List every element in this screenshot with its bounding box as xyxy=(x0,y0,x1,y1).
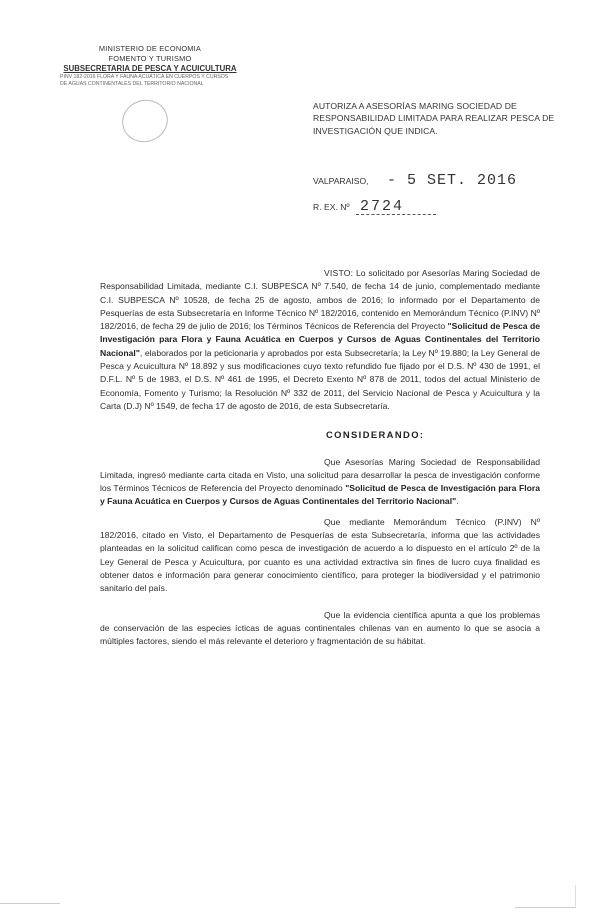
ministry-name-2: FOMENTO Y TURISMO xyxy=(108,53,192,63)
division-line-1: PINV 182-2016 FLORA Y FAUNA ACUÁTICA EN CUERPOS Y CURSOS xyxy=(60,74,229,81)
spacer xyxy=(100,596,540,609)
letterhead xyxy=(60,44,240,88)
visto-label: VISTO: xyxy=(324,268,354,278)
subsecretaria-name: SUBSECRETARIA DE PESCA Y ACUICULTURA xyxy=(63,63,237,73)
division-line-2: DE AGUAS CONTINENTALES DEL TERRITORIO NACIONAL xyxy=(60,81,204,88)
document-body xyxy=(100,267,540,648)
resolution-number-line xyxy=(313,200,436,215)
considerando-heading: CONSIDERANDO: xyxy=(326,429,425,441)
scan-edge-mark xyxy=(0,893,60,904)
c1-text: Que Asesorías Maring Sociedad de Responsabilidad Limitada, ingresó mediante carta citada en Visto, una solicitud para desarrollar la pesca de investigación conforme los Términos Técnicos de Referencia del Proyecto denominado xyxy=(100,456,540,494)
place-date-line xyxy=(313,172,517,189)
visto-project-title: "Solicitud de Pesca de Investigación para Flora y Fauna Acuática en Cuerpos y Cursos de Aguas Continentales del Territorio Nacional" xyxy=(100,321,540,358)
visto-paragraph xyxy=(100,267,540,413)
ministry-name: MINISTERIO DE ECONOMIA xyxy=(98,44,202,53)
c1-project-title: "Solicitud de Pesca de Investigación para Flora y Fauna Acuática en Cuerpos y Cursos de Aguas Continentales del Territorio Nacional" xyxy=(100,483,540,507)
considerando-paragraph-1 xyxy=(100,456,540,509)
visto-text-2: , elaborados por la peticionaria y aprobados por esta Subsecretaría; la Ley Nº 19.880; la Ley General de Pesca y Acuicultura Nº 18.892 y sus modificaciones cuyo texto refundido fue fijado por el D.S. Nº 430 de 1991, el D.F.L. Nº 5 de 1983, el D.S. Nº 461 de 1995, el Decreto Exento Nº 878 de 2011, todos del actual Ministerio de Economía, Fomento y Turismo; la Resolución Nº 332 de 2011, del Servicio Nacional de Pesca y Acuicultura y la Carta (D.J) Nº 1549, de fecha 17 de agosto de 2016, de esta Subsecretaría. xyxy=(100,347,540,411)
resolution-number: 2724 xyxy=(356,200,436,215)
resolution-subject: AUTORIZA A ASESORÍAS MARING SOCIEDAD DE RESPONSABILIDAD LIMITADA PARA REALIZAR PESCA DE INVESTIGACIÓN QUE INDICA. xyxy=(313,101,555,136)
date-stamp: - 5 SET. 2016 xyxy=(386,172,517,189)
place-label: VALPARAISO, xyxy=(313,176,369,186)
c1-end: . xyxy=(456,496,459,507)
scan-corner-mark xyxy=(515,885,576,908)
considerando-paragraph-2: Que mediante Memorándum Técnico (P.INV) Nº 182/2016, citado en Visto, el Departamento de Pesquerías de esta Subsecretaría, informa que las actividades planteadas en la solicitud califican como pesca de investigación de acuerdo a lo dispuesto en el artículo 2º de la Ley General de Pesca y Acuicultura, por cuanto es una actividad extractiva sin fines de lucro cuya finalidad es obtener datos e información para generar conocimiento científico, para proteger la biodiversidad y el patrimonio sanitario del país. xyxy=(100,516,540,594)
considerando-paragraph-3: Que la evidencia científica apunta a que los problemas de conservación de las especies ícticas de aguas continentales chilenas van en aumento lo que se asocia a múltiples factores, siendo el más relevante el deterioro y fragmentación de su hábitat. xyxy=(100,609,540,647)
resolution-label: R. EX. Nº xyxy=(313,202,350,212)
visto-text-1: Lo solicitado por Asesorías Maring Sociedad de Responsabilidad Limitada, mediante C.I. SUBPESCA Nº 7.540, de fecha 14 de junio, complementado mediante C.I. SUBPESCA Nº 10528, de fecha 25 de agosto, ambos de 2016; lo informado por el Departamento de Pesquerías de esta Subsecretaría en Informe Técnico Nº 182/2016, contenido en Memorándum Técnico (P.INV) Nº 182/2016, de fecha 29 de julio de 2016; los Términos Técnicos de Referencia del Proyecto xyxy=(100,268,540,332)
spacer xyxy=(100,509,540,516)
office-stamp xyxy=(117,94,174,148)
